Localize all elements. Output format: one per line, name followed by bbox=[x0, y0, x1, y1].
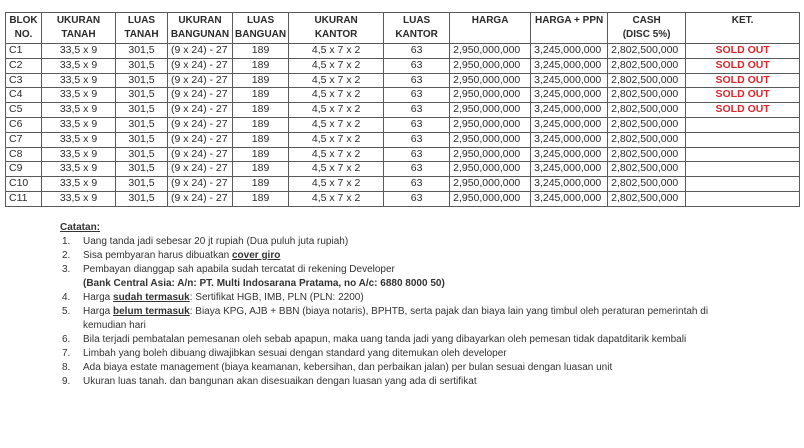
status-cell bbox=[686, 132, 800, 147]
column-header-line2: KANTOR bbox=[395, 29, 438, 40]
cell-harga: 2,950,000,000 bbox=[450, 147, 531, 162]
cell-luas-bangunan: 189 bbox=[233, 177, 289, 192]
column-header bbox=[608, 13, 686, 44]
note-continuation: kemudian hari bbox=[83, 320, 146, 331]
status-cell: SOLD OUT bbox=[686, 58, 800, 73]
column-header-line2: BANGUNAN bbox=[170, 29, 230, 40]
note-text: Harga bbox=[83, 306, 114, 317]
note-emphasis: sudah termasuk bbox=[113, 292, 190, 303]
cell-ukuran-kantor: 4,5 x 7 x 2 bbox=[289, 147, 384, 162]
note-number: 2. bbox=[62, 250, 71, 261]
column-header-line1: BLOK bbox=[9, 15, 38, 26]
cell-harga-ppn: 3,245,000,000 bbox=[531, 73, 608, 88]
column-header-line1: HARGA bbox=[471, 15, 509, 26]
column-header-line2: TANAH bbox=[61, 29, 96, 40]
cell-ukuran-bangunan: (9 x 24) - 27 bbox=[168, 132, 233, 147]
cell-blok: C5 bbox=[6, 103, 42, 118]
status-cell bbox=[686, 191, 800, 206]
cell-ukuran-tanah: 33,5 x 9 bbox=[42, 44, 116, 59]
cell-ukuran-tanah: 33,5 x 9 bbox=[42, 117, 116, 132]
cell-harga-ppn: 3,245,000,000 bbox=[531, 44, 608, 59]
table-row bbox=[6, 73, 800, 88]
cell-harga: 2,950,000,000 bbox=[450, 162, 531, 177]
column-header-line2: KANTOR bbox=[314, 29, 358, 40]
cell-luas-kantor: 63 bbox=[384, 162, 450, 177]
column-header-line1: LUAS bbox=[246, 15, 275, 26]
cell-luas-kantor: 63 bbox=[384, 132, 450, 147]
cell-harga: 2,950,000,000 bbox=[450, 191, 531, 206]
cell-luas-tanah: 301,5 bbox=[116, 73, 168, 88]
cell-cash: 2,802,500,000 bbox=[608, 132, 686, 147]
cell-ukuran-bangunan: (9 x 24) - 27 bbox=[168, 117, 233, 132]
table-row bbox=[6, 147, 800, 162]
cell-luas-bangunan: 189 bbox=[233, 117, 289, 132]
column-header-line2: BANGUAN bbox=[235, 29, 287, 40]
cell-luas-kantor: 63 bbox=[384, 103, 450, 118]
note-number: 8. bbox=[62, 362, 71, 373]
cell-luas-bangunan: 189 bbox=[233, 103, 289, 118]
cell-luas-tanah: 301,5 bbox=[116, 88, 168, 103]
column-header bbox=[116, 13, 168, 44]
cell-luas-tanah: 301,5 bbox=[116, 103, 168, 118]
table-row bbox=[6, 162, 800, 177]
cell-blok: C11 bbox=[6, 191, 42, 206]
cell-luas-bangunan: 189 bbox=[233, 162, 289, 177]
table-row bbox=[6, 103, 800, 118]
column-header-line1: CASH bbox=[632, 15, 661, 26]
cell-ukuran-tanah: 33,5 x 9 bbox=[42, 88, 116, 103]
status-cell: SOLD OUT bbox=[686, 44, 800, 59]
cell-luas-bangunan: 189 bbox=[233, 191, 289, 206]
cell-ukuran-tanah: 33,5 x 9 bbox=[42, 103, 116, 118]
status-cell: SOLD OUT bbox=[686, 73, 800, 88]
note-item bbox=[62, 361, 708, 375]
cell-ukuran-tanah: 33,5 x 9 bbox=[42, 147, 116, 162]
note-number: 1. bbox=[62, 236, 71, 247]
note-text-post: : Sertifikat HGB, IMB, PLN (PLN: 2200) bbox=[189, 292, 364, 303]
column-header bbox=[450, 13, 531, 44]
column-header-line2: NO. bbox=[14, 29, 33, 40]
cell-ukuran-tanah: 33,5 x 9 bbox=[42, 73, 116, 88]
cell-blok: C3 bbox=[6, 73, 42, 88]
cell-blok: C9 bbox=[6, 162, 42, 177]
column-header bbox=[42, 13, 116, 44]
cell-cash: 2,802,500,000 bbox=[608, 103, 686, 118]
cell-luas-kantor: 63 bbox=[384, 73, 450, 88]
status-cell: SOLD OUT bbox=[686, 88, 800, 103]
cell-ukuran-bangunan: (9 x 24) - 27 bbox=[168, 191, 233, 206]
cell-ukuran-kantor: 4,5 x 7 x 2 bbox=[289, 73, 384, 88]
cell-luas-kantor: 63 bbox=[384, 88, 450, 103]
cell-cash: 2,802,500,000 bbox=[608, 88, 686, 103]
cell-cash: 2,802,500,000 bbox=[608, 177, 686, 192]
cell-ukuran-bangunan: (9 x 24) - 27 bbox=[168, 162, 233, 177]
cell-luas-bangunan: 189 bbox=[233, 73, 289, 88]
cell-luas-kantor: 63 bbox=[384, 191, 450, 206]
note-item bbox=[62, 263, 708, 291]
cell-luas-kantor: 63 bbox=[384, 58, 450, 73]
column-header-line1: LUAS bbox=[402, 15, 431, 26]
cell-luas-tanah: 301,5 bbox=[116, 191, 168, 206]
note-text-post: : Biaya KPG, AJB + BBN (biaya notaris), BPHTB, serta pajak dan biaya lain yang timbul oleh peraturan pemerintah di bbox=[189, 306, 709, 317]
cell-ukuran-tanah: 33,5 x 9 bbox=[42, 177, 116, 192]
cell-harga-ppn: 3,245,000,000 bbox=[531, 177, 608, 192]
cell-luas-tanah: 301,5 bbox=[116, 117, 168, 132]
column-header bbox=[168, 13, 233, 44]
cell-harga-ppn: 3,245,000,000 bbox=[531, 58, 608, 73]
cell-ukuran-tanah: 33,5 x 9 bbox=[42, 132, 116, 147]
note-number: 7. bbox=[62, 348, 71, 359]
cell-cash: 2,802,500,000 bbox=[608, 147, 686, 162]
cell-harga: 2,950,000,000 bbox=[450, 88, 531, 103]
table-row bbox=[6, 132, 800, 147]
note-item bbox=[62, 235, 708, 249]
cell-luas-tanah: 301,5 bbox=[116, 147, 168, 162]
cell-luas-tanah: 301,5 bbox=[116, 132, 168, 147]
note-item bbox=[62, 305, 709, 333]
cell-luas-tanah: 301,5 bbox=[116, 177, 168, 192]
cell-ukuran-kantor: 4,5 x 7 x 2 bbox=[289, 44, 384, 59]
cell-ukuran-kantor: 4,5 x 7 x 2 bbox=[289, 88, 384, 103]
notes-title: Catatan: bbox=[60, 222, 101, 233]
column-header bbox=[686, 13, 800, 44]
column-header-line1: UKURAN bbox=[314, 15, 358, 26]
cell-harga-ppn: 3,245,000,000 bbox=[531, 162, 608, 177]
note-number: 4. bbox=[62, 292, 71, 303]
cell-harga: 2,950,000,000 bbox=[450, 73, 531, 88]
notes-list bbox=[60, 235, 708, 389]
cell-blok: C2 bbox=[6, 58, 42, 73]
note-text: Limbah yang boleh dibuang diwajibkan sesuai dengan standard yang ditemukan oleh developer bbox=[83, 348, 507, 359]
cell-ukuran-bangunan: (9 x 24) - 27 bbox=[168, 58, 233, 73]
column-header-line1: LUAS bbox=[127, 15, 156, 26]
notes-section bbox=[60, 222, 708, 389]
cell-ukuran-bangunan: (9 x 24) - 27 bbox=[168, 73, 233, 88]
column-header bbox=[531, 13, 608, 44]
note-text: Bila terjadi pembatalan pemesanan oleh sebab apapun, maka uang tanda jadi yang dibayarkan oleh pemesan tidak dapatditarik kembali bbox=[83, 334, 687, 345]
cell-luas-tanah: 301,5 bbox=[116, 162, 168, 177]
cell-ukuran-tanah: 33,5 x 9 bbox=[42, 58, 116, 73]
table-row bbox=[6, 191, 800, 206]
table-row bbox=[6, 44, 800, 59]
note-text: Harga bbox=[83, 292, 114, 303]
cell-ukuran-bangunan: (9 x 24) - 27 bbox=[168, 88, 233, 103]
status-cell bbox=[686, 117, 800, 132]
cell-luas-kantor: 63 bbox=[384, 117, 450, 132]
note-number: 6. bbox=[62, 334, 71, 345]
cell-luas-tanah: 301,5 bbox=[116, 58, 168, 73]
cell-ukuran-tanah: 33,5 x 9 bbox=[42, 191, 116, 206]
cell-cash: 2,802,500,000 bbox=[608, 58, 686, 73]
table-row bbox=[6, 88, 800, 103]
cell-cash: 2,802,500,000 bbox=[608, 44, 686, 59]
cell-cash: 2,802,500,000 bbox=[608, 117, 686, 132]
cell-harga-ppn: 3,245,000,000 bbox=[531, 147, 608, 162]
cell-harga: 2,950,000,000 bbox=[450, 132, 531, 147]
table-header-row bbox=[6, 13, 800, 44]
column-header bbox=[289, 13, 384, 44]
table-row bbox=[6, 177, 800, 192]
cell-ukuran-bangunan: (9 x 24) - 27 bbox=[168, 103, 233, 118]
cell-blok: C6 bbox=[6, 117, 42, 132]
cell-ukuran-bangunan: (9 x 24) - 27 bbox=[168, 177, 233, 192]
cell-ukuran-kantor: 4,5 x 7 x 2 bbox=[289, 177, 384, 192]
column-header-line1: UKURAN bbox=[56, 15, 101, 26]
price-table bbox=[5, 12, 800, 207]
cell-harga: 2,950,000,000 bbox=[450, 103, 531, 118]
cell-blok: C4 bbox=[6, 88, 42, 103]
cell-luas-bangunan: 189 bbox=[233, 44, 289, 59]
note-item bbox=[62, 333, 708, 347]
cell-harga-ppn: 3,245,000,000 bbox=[531, 117, 608, 132]
cell-ukuran-kantor: 4,5 x 7 x 2 bbox=[289, 191, 384, 206]
column-header-line2: TANAH bbox=[124, 29, 159, 40]
cell-ukuran-kantor: 4,5 x 7 x 2 bbox=[289, 132, 384, 147]
note-item bbox=[62, 375, 708, 389]
note-text: Ada biaya estate management (biaya keamanan, kebersihan, dan perbaikan jalan) per bulan sesuai dengan luasan unit bbox=[83, 362, 613, 373]
cell-blok: C1 bbox=[6, 44, 42, 59]
cell-cash: 2,802,500,000 bbox=[608, 191, 686, 206]
cell-cash: 2,802,500,000 bbox=[608, 162, 686, 177]
cell-ukuran-kantor: 4,5 x 7 x 2 bbox=[289, 162, 384, 177]
status-cell: SOLD OUT bbox=[686, 103, 800, 118]
cell-harga-ppn: 3,245,000,000 bbox=[531, 88, 608, 103]
cell-ukuran-kantor: 4,5 x 7 x 2 bbox=[289, 103, 384, 118]
cell-harga: 2,950,000,000 bbox=[450, 117, 531, 132]
note-emphasis: cover giro bbox=[231, 250, 281, 261]
cell-luas-bangunan: 189 bbox=[233, 88, 289, 103]
note-text: Uang tanda jadi sebesar 20 jt rupiah (Dua puluh juta rupiah) bbox=[83, 236, 349, 247]
cell-ukuran-kantor: 4,5 x 7 x 2 bbox=[289, 58, 384, 73]
cell-harga: 2,950,000,000 bbox=[450, 58, 531, 73]
note-item bbox=[62, 291, 708, 305]
cell-ukuran-tanah: 33,5 x 9 bbox=[42, 162, 116, 177]
cell-luas-tanah: 301,5 bbox=[116, 44, 168, 59]
note-number: 9. bbox=[62, 376, 71, 387]
cell-blok: C10 bbox=[6, 177, 42, 192]
cell-blok: C8 bbox=[6, 147, 42, 162]
note-item bbox=[62, 347, 708, 361]
cell-harga: 2,950,000,000 bbox=[450, 44, 531, 59]
cell-cash: 2,802,500,000 bbox=[608, 73, 686, 88]
cell-harga-ppn: 3,245,000,000 bbox=[531, 103, 608, 118]
cell-luas-bangunan: 189 bbox=[233, 147, 289, 162]
cell-luas-bangunan: 189 bbox=[233, 132, 289, 147]
cell-harga: 2,950,000,000 bbox=[450, 177, 531, 192]
cell-blok: C7 bbox=[6, 132, 42, 147]
table-body bbox=[6, 44, 800, 207]
cell-luas-kantor: 63 bbox=[384, 147, 450, 162]
cell-luas-bangunan: 189 bbox=[233, 58, 289, 73]
cell-ukuran-bangunan: (9 x 24) - 27 bbox=[168, 44, 233, 59]
column-header bbox=[384, 13, 450, 44]
cell-ukuran-bangunan: (9 x 24) - 27 bbox=[168, 147, 233, 162]
cell-luas-kantor: 63 bbox=[384, 44, 450, 59]
cell-luas-kantor: 63 bbox=[384, 177, 450, 192]
column-header-line1: HARGA + PPN bbox=[534, 15, 604, 26]
note-number: 5. bbox=[62, 306, 71, 317]
note-number: 3. bbox=[62, 264, 71, 275]
table-row bbox=[6, 117, 800, 132]
note-text: Sisa pembyaran harus dibuatkan bbox=[83, 250, 232, 261]
cell-harga-ppn: 3,245,000,000 bbox=[531, 191, 608, 206]
column-header-line1: KET. bbox=[731, 15, 754, 26]
bank-account-line: (Bank Central Asia: A/n: PT. Multi Indosarana Pratama, no A/c: 6880 8000 50) bbox=[83, 278, 445, 289]
note-text: Ukuran luas tanah. dan bangunan akan disesuaikan dengan luasan yang ada di sertifikat bbox=[83, 376, 477, 387]
cell-ukuran-kantor: 4,5 x 7 x 2 bbox=[289, 117, 384, 132]
status-cell bbox=[686, 177, 800, 192]
note-text: Pembayan dianggap sah apabila sudah tercatat di rekening Developer bbox=[83, 264, 395, 275]
status-cell bbox=[686, 147, 800, 162]
column-header bbox=[6, 13, 42, 44]
note-emphasis: belum termasuk bbox=[113, 306, 190, 317]
column-header-line2: (DISC 5%) bbox=[622, 29, 671, 40]
column-header-line1: UKURAN bbox=[178, 15, 222, 26]
status-cell bbox=[686, 162, 800, 177]
note-item bbox=[62, 249, 708, 263]
cell-harga-ppn: 3,245,000,000 bbox=[531, 132, 608, 147]
column-header bbox=[233, 13, 289, 44]
table-row bbox=[6, 58, 800, 73]
